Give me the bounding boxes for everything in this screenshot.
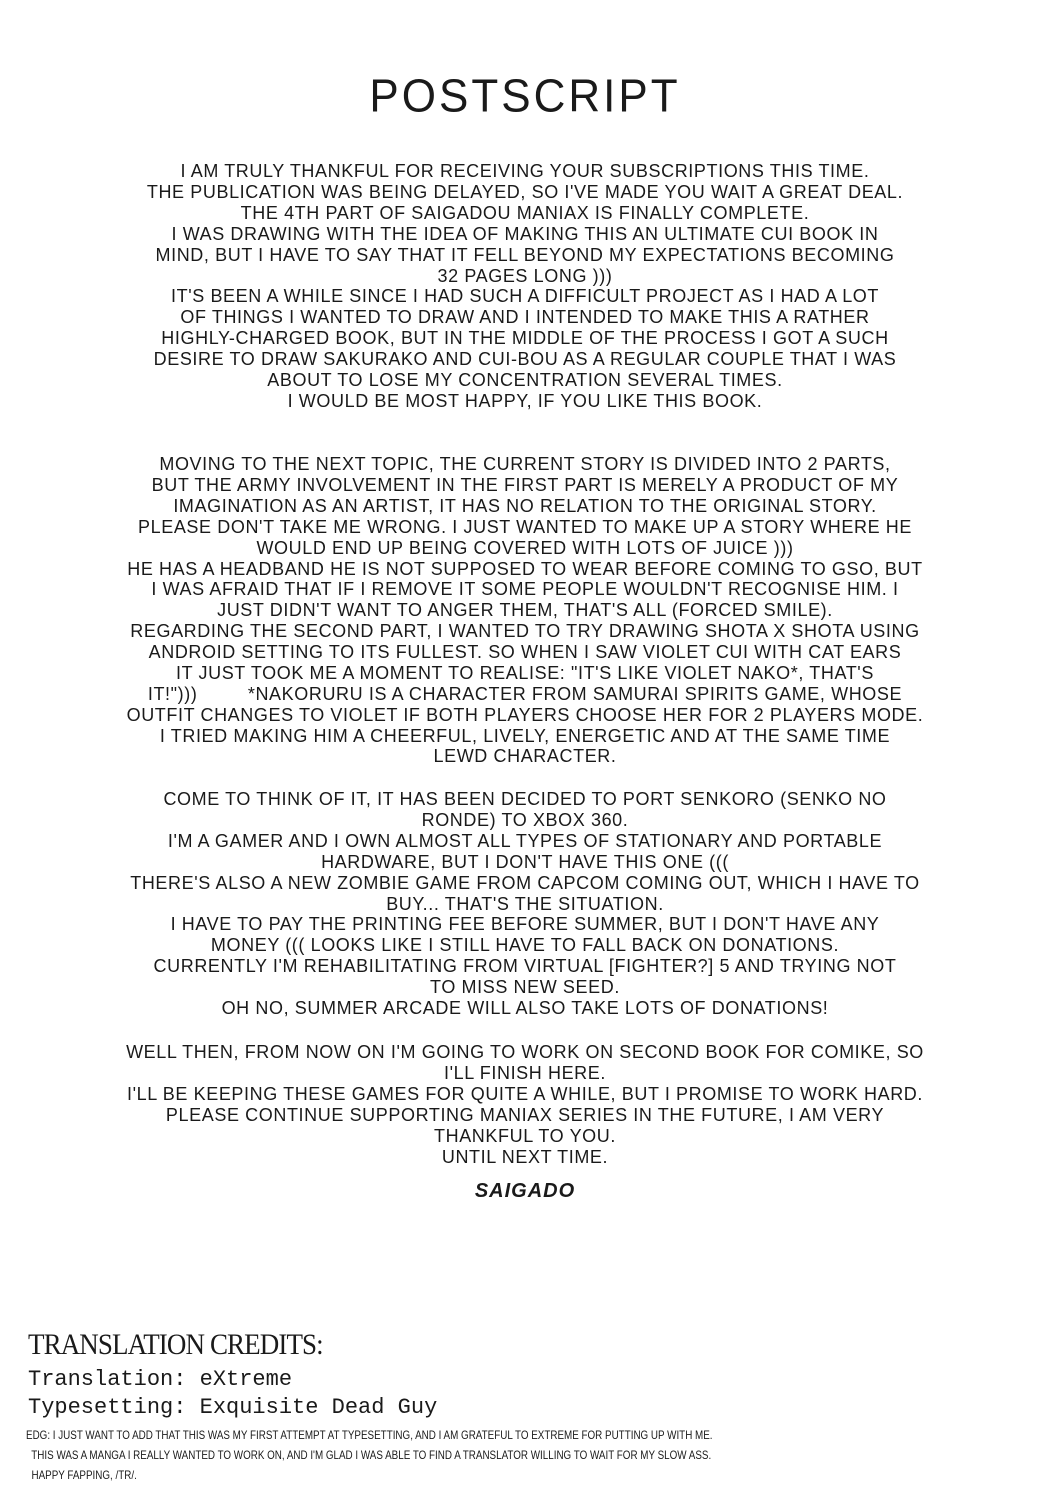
text-line: BUY... THAT'S THE SITUATION.	[386, 893, 664, 914]
text-line: COME TO THINK OF IT, IT HAS BEEN DECIDED TO PORT SENKORO (SENKO NO	[163, 789, 887, 809]
page-title: POSTSCRIPT	[369, 70, 681, 123]
text-line: THERE'S ALSO A NEW ZOMBIE GAME FROM CAPCOM COMING OUT, WHICH I HAVE TO	[130, 872, 920, 893]
text-line: I'M A GAMER AND I OWN ALMOST ALL TYPES OF STATIONARY AND PORTABLE	[167, 830, 883, 851]
text-line: HARDWARE, BUT I DON'T HAVE THIS ONE (((	[321, 851, 729, 872]
text-line: WOULD END UP BEING COVERED WITH LOTS OF JUICE )))	[256, 537, 794, 558]
text-line: REGARDING THE SECOND PART, I WANTED TO TRY DRAWING SHOTA X SHOTA USING	[130, 621, 920, 641]
text-line: THE PUBLICATION WAS BEING DELAYED, SO I'VE MADE YOU WAIT A GREAT DEAL.	[146, 181, 904, 202]
text-line: WELL THEN, FROM NOW ON I'M GOING TO WORK ON SECOND BOOK FOR COMIKE, SO	[126, 1042, 924, 1062]
text-line: BUT THE ARMY INVOLVEMENT IN THE FIRST PART IS MERELY A PRODUCT OF MY	[151, 474, 899, 495]
text-line: I'LL FINISH HERE.	[443, 1062, 606, 1083]
text-line: IT'S BEEN A WHILE SINCE I HAD SUCH A DIFFICULT PROJECT AS I HAD A LOT	[171, 286, 879, 307]
text-line: OH NO, SUMMER ARCADE WILL ALSO TAKE LOTS OF DONATIONS!	[221, 998, 829, 1019]
text-line: OF THINGS I WANTED TO DRAW AND I INTENDED TO MAKE THIS A RATHER	[180, 307, 870, 328]
paragraph-3	[0, 621, 1050, 767]
text-line: I HAVE TO PAY THE PRINTING FEE BEFORE SUMMER, BUT I DON'T HAVE ANY	[170, 914, 880, 935]
paragraph-1	[0, 161, 1050, 412]
paragraph-4	[0, 789, 1050, 1019]
text-line: I WOULD BE MOST HAPPY, IF YOU LIKE THIS BOOK.	[287, 390, 763, 411]
text-line: CURRENTLY I'M REHABILITATING FROM VIRTUAL [FIGHTER?] 5 AND TRYING NOT	[153, 956, 897, 977]
signature: SAIGADO	[474, 1180, 576, 1202]
text-line: THE 4TH PART OF SAIGADOU MANIAX IS FINALLY COMPLETE.	[240, 202, 810, 223]
text-line: MOVING TO THE NEXT TOPIC, THE CURRENT STORY IS DIVIDED INTO 2 PARTS,	[159, 454, 891, 474]
text-line: IMAGINATION AS AN ARTIST, IT HAS NO RELATION TO THE ORIGINAL STORY.	[173, 495, 877, 516]
text-line: 32 PAGES LONG )))	[437, 265, 613, 286]
text-line: IT JUST TOOK ME A MOMENT TO REALISE: "IT'S LIKE VIOLET NAKO*, THAT'S	[176, 662, 874, 683]
text-line: ABOUT TO LOSE MY CONCENTRATION SEVERAL TIMES.	[267, 370, 783, 391]
text-line: UNTIL NEXT TIME.	[441, 1146, 609, 1167]
text-line: RONDE) TO XBOX 360.	[421, 809, 629, 830]
text-line: PLEASE CONTINUE SUPPORTING MANIAX SERIES IN THE FUTURE, I AM VERY	[165, 1104, 885, 1125]
text-line: OUTFIT CHANGES TO VIOLET IF BOTH PLAYERS CHOOSE HER FOR 2 PLAYERS MODE.	[126, 704, 924, 725]
text-line: I TRIED MAKING HIM A CHEERFUL, LIVELY, ENERGETIC AND AT THE SAME TIME	[159, 725, 891, 746]
paragraph-2	[0, 454, 1050, 621]
text-line: JUST DIDN'T WANT TO ANGER THEM, THAT'S ALL (FORCED SMILE).	[217, 600, 833, 621]
text-line: PLEASE DON'T TAKE ME WRONG. I JUST WANTED TO MAKE UP A STORY WHERE HE	[138, 516, 912, 537]
paragraph-5	[0, 1042, 1050, 1167]
text-line: IT!"))) *NAKORURU IS A CHARACTER FROM SAMURAI SPIRITS GAME, WHOSE	[147, 683, 903, 704]
credits-heading: TRANSLATION CREDITS:	[28, 1328, 323, 1361]
text-line: I'LL BE KEEPING THESE GAMES FOR QUITE A WHILE, BUT I PROMISE TO WORK HARD.	[127, 1083, 923, 1104]
text-line: HE HAS A HEADBAND HE IS NOT SUPPOSED TO WEAR BEFORE COMING TO GSO, BUT	[127, 558, 923, 579]
credit-typesetting: Typesetting: Exquisite Dead Guy	[28, 1395, 438, 1420]
text-line: HIGHLY-CHARGED BOOK, BUT IN THE MIDDLE OF THE PROCESS I GOT A SUCH	[161, 328, 889, 349]
text-line: ANDROID SETTING TO ITS FULLEST. SO WHEN I SAW VIOLET CUI WITH CAT EARS	[148, 641, 902, 662]
text-line: THANKFUL TO YOU.	[434, 1125, 616, 1146]
text-line: MONEY ((( LOOKS LIKE I STILL HAVE TO FALL BACK ON DONATIONS.	[210, 935, 840, 956]
text-line: TO MISS NEW SEED.	[430, 977, 620, 998]
text-line: I WAS AFRAID THAT IF I REMOVE IT SOME PEOPLE WOULDN'T RECOGNISE HIM. I	[151, 579, 899, 600]
text-line: I AM TRULY THANKFUL FOR RECEIVING YOUR SUBSCRIPTIONS THIS TIME.	[180, 161, 870, 181]
text-line: LEWD CHARACTER.	[433, 746, 617, 767]
text-line: I WAS DRAWING WITH THE IDEA OF MAKING THIS AN ULTIMATE CUI BOOK IN	[171, 223, 879, 244]
typesetter-note: EDG: I JUST WANT TO ADD THAT THIS WAS MY FIRST ATTEMPT AT TYPESETTING, AND I AM GRATEFUL TO EXTREME FOR PUTTING UP WITH ME. THIS WAS A MANGA I REALLY WANTED TO WORK ON, AND I'M GLAD I WAS ABLE TO FIND A TRANSLATOR WILLING TO WAIT FOR MY SLOW ASS. HAPPY FAPPING, /TR/.	[26, 1428, 713, 1482]
text-line: DESIRE TO DRAW SAKURAKO AND CUI-BOU AS A REGULAR COUPLE THAT I WAS	[153, 349, 897, 370]
credit-translation: Translation: eXtreme	[28, 1367, 293, 1392]
text-line: MIND, BUT I HAVE TO SAY THAT IT FELL BEYOND MY EXPECTATIONS BECOMING	[155, 244, 895, 265]
